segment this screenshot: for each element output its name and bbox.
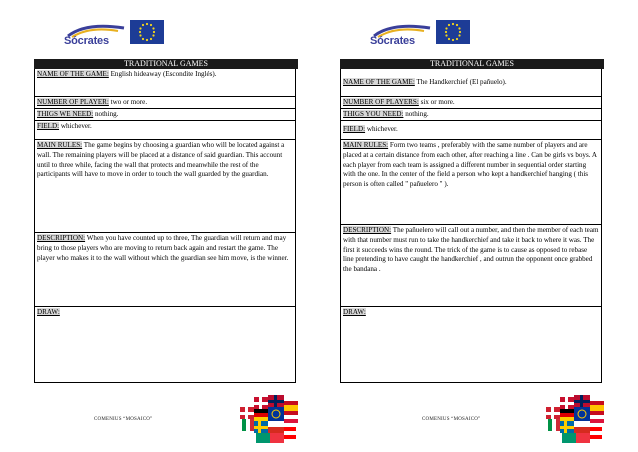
name-of-game-row — [340, 69, 602, 97]
things-needed-value: nothing. — [93, 110, 119, 118]
things-needed-row — [340, 109, 602, 121]
name-of-game-label: NAME OF THE GAME: — [343, 78, 415, 86]
card-title: TRADITIONAL GAMES — [340, 59, 604, 69]
main-rules-row — [340, 140, 602, 225]
description-value: The pañuelero will call out a number, and then the member of each team with that number must run to take the handkerchief and take it back to where it was. The first it succeeds wins the round. The trick of the game is to cause as opposed to rebase line pretending to have caught the handkerchief , and outrun the opponent once grabbed the bandana . — [343, 226, 599, 274]
things-needed-row — [34, 109, 296, 121]
draw-label: DRAW: — [37, 308, 60, 316]
footer-comenius: COMENIUS “MOSAICO” — [422, 417, 481, 422]
name-of-game-value: English hideaway (Escondite Inglés). — [108, 70, 217, 78]
socrates-logo-text: Sócrates — [370, 35, 415, 47]
card-title: TRADITIONAL GAMES — [34, 59, 298, 69]
socrates-logo — [370, 20, 470, 54]
description-row — [34, 233, 296, 307]
field-row — [34, 121, 296, 140]
draw-row — [34, 307, 296, 383]
socrates-logo — [64, 20, 164, 54]
number-of-players-label: NUMBER OF PLAYERS: — [343, 98, 419, 106]
name-of-game-label: NAME OF THE GAME: — [37, 70, 109, 78]
things-needed-label: THIGS YOU NEED: — [343, 110, 404, 118]
name-of-game-value: The Handkerchief (El pañuelo). — [414, 78, 507, 86]
main-rules-value: The game begins by choosing a guardian who will be located against a wall. The remaining players will be placed at a distance of said guardian. This account until to three while, facing the wall that protects and meanwhile the rest of the participants will have to move in order to touch the wall guarded by the guardian. — [37, 141, 285, 179]
number-of-players-row — [34, 97, 296, 109]
number-of-players-row — [340, 97, 602, 109]
name-of-game-row — [34, 69, 296, 97]
field-value: whichever. — [365, 125, 398, 133]
field-value: whichever. — [59, 122, 92, 130]
flags-mosaic-icon — [546, 393, 604, 445]
things-needed-label: THIGS WE NEED: — [37, 110, 94, 118]
field-row — [340, 121, 602, 140]
number-of-players-label: NUMBER OF PLAYER: — [37, 98, 109, 106]
description-row — [340, 225, 602, 307]
main-rules-label: MAIN RULES: — [343, 141, 389, 149]
draw-label: DRAW: — [343, 308, 366, 316]
things-needed-value: nothing. — [403, 110, 429, 118]
field-label: FIELD: — [343, 125, 366, 133]
description-value: When you have counted up to three, The guardian will return and may bring to those players who are moving to return back again and restart the game. The player who makes it to the wall without which the guardian see him move, is the winner. — [37, 234, 289, 262]
number-of-players-value: six or more. — [418, 98, 455, 106]
footer-comenius: COMENIUS “MOSAICO” — [94, 417, 153, 422]
card-handkerchief — [340, 0, 604, 452]
eu-flag-icon — [436, 20, 470, 44]
description-label: DESCRIPTION: — [343, 226, 392, 234]
number-of-players-value: two or more. — [108, 98, 148, 106]
main-rules-label: MAIN RULES: — [37, 141, 83, 149]
eu-flag-icon — [130, 20, 164, 44]
main-rules-value: Form two teams , preferably with the same number of players and are placed at a certain distance from each other, after reaching a line . Can be girls vs boys. A each player from each team is assigned a different number in sequential order starting with the one. In the center of the field a person who kept a handkerchief hanging ( this person is often called " pañuelero " ). — [343, 141, 597, 189]
draw-row — [340, 307, 602, 383]
field-label: FIELD: — [37, 122, 60, 130]
socrates-logo-text: Sócrates — [64, 35, 109, 47]
description-label: DESCRIPTION: — [37, 234, 86, 242]
card-english-hideaway — [34, 0, 298, 452]
main-rules-row — [34, 140, 296, 233]
flags-mosaic-icon — [240, 393, 298, 445]
